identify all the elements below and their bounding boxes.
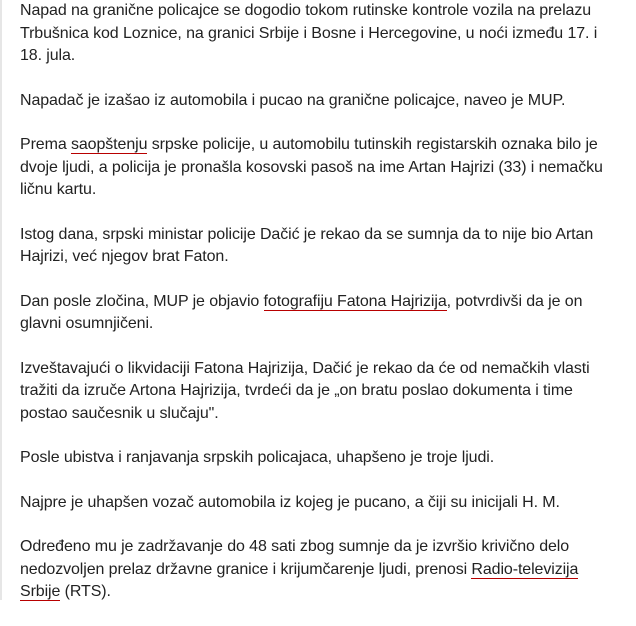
paragraph-9-text-after: (RTS). (60, 583, 111, 600)
paragraph-5-text-before: Dan posle zločina, MUP je objavio (20, 292, 264, 310)
paragraph-1: Napad na granične policajce se dogodio tokom rutinske kontrole vozila na prelazu Trbušnica kod Loznice, na granici Srbije i Bosne i Hercegovine, u noći između 17. i 18. jula. (20, 2, 598, 64)
paragraph-6: Izveštavajući o likvidaciji Fatona Hajrizija, Dačić je rekao da će od nemačkih vlasti tražiti da izruče Artona Hajrizija, tvrdeći da je „on bratu poslao dokumenta i time postao saučesnik u slučaju". (20, 359, 590, 422)
article-body (20, 0, 620, 626)
paragraph-2: Napadač je izašao iz automobila i pucao na granične policajce, naveo je MUP. (20, 91, 566, 109)
paragraph-4: Istog dana, srpski ministar policije Dačić je rekao da se sumnja da to nije bio Artan Hajrizi, već njegov brat Faton. (20, 225, 594, 265)
left-border (0, 0, 2, 600)
paragraph-5 (20, 291, 620, 336)
paragraph-3 (20, 134, 620, 202)
paragraph-5-text-after: , potvrdivši da je on glavni osumnjičeni. (20, 292, 583, 332)
paragraph-3-text-before: Prema (20, 136, 71, 153)
paragraph-7: Posle ubistva i ranjavanja srpskih policajaca, uhapšeno je troje ljudi. (20, 449, 495, 466)
fotografija-fatona-link[interactable]: fotografiju Fatona Hajrizija (263, 292, 447, 310)
paragraph-9 (20, 536, 620, 604)
saopstenju-link[interactable]: saopštenju (70, 136, 148, 153)
paragraph-9-text-before: Određeno mu je zadržavanje do 48 sati zbog sumnje da je izvršio krivično delo nedozvoljen prelaz državne granice i krijumčarenje ljudi, prenosi (20, 538, 570, 578)
paragraph-3-text-after: srpske policije, u automobilu tutinskih registarskih oznaka bilo je dvoje ljudi, a policija je pronašla kosovski pasoš na ime Artan Hajrizi (33) i nemačku ličnu kartu. (20, 136, 603, 198)
rts-link[interactable]: Radio-televizija Srbije (20, 560, 579, 600)
paragraph-8: Najpre je uhapšen vozač automobila iz kojeg je pucano, a čiji su inicijali H. M. (20, 493, 560, 511)
